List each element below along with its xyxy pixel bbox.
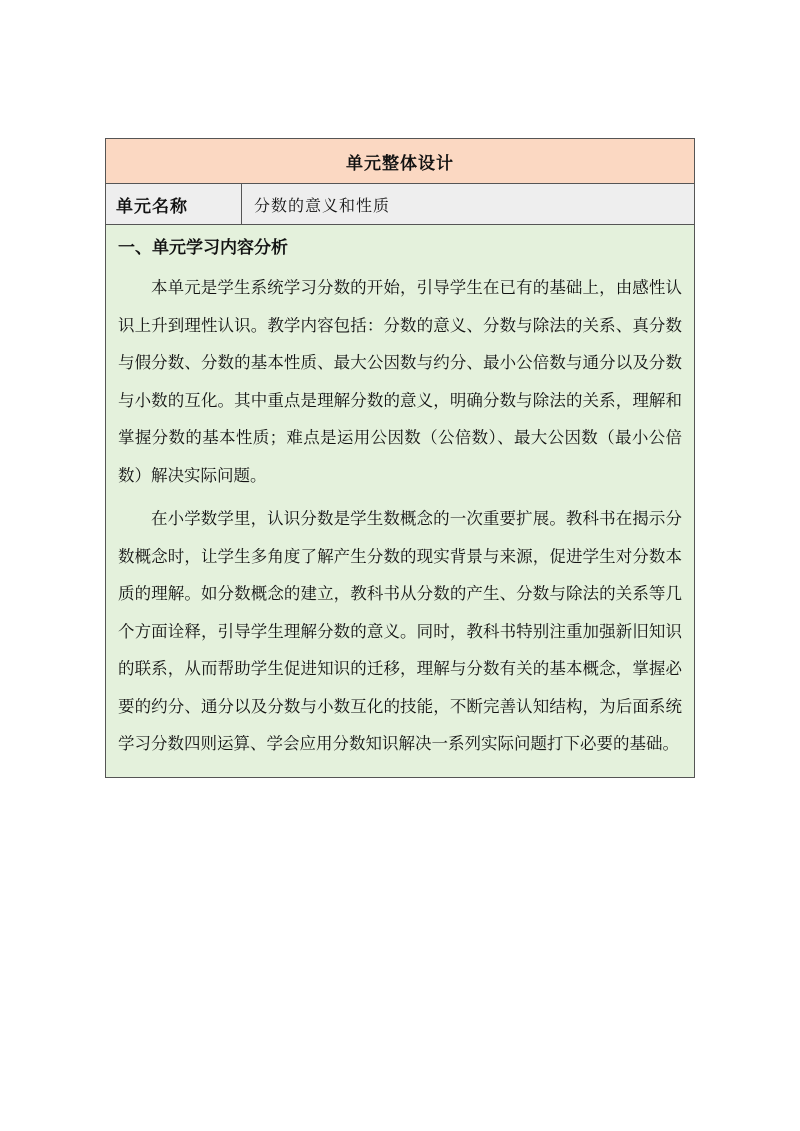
paragraph-2: 在小学数学里，认识分数是学生数概念的一次重要扩展。教科书在揭示分数概念时，让学生多角度了解产生分数的现实背景与来源，促进学生对分数本质的理解。如分数概念的建立，教科书从分数的产生、分数与除法的关系等几个方面诠释，引导学生理解分数的意义。同时，教科书特别注重加强新旧知识的联系，从而帮助学生促进知识的迁移，理解与分数有关的基本概念，掌握必要的约分、通分以及分数与小数互化的技能，不断完善认知结构，为后面系统学习分数四则运算、学会应用分数知识解决一系列实际问题打下必要的基础。 [118, 509, 682, 753]
content-cell [106, 225, 694, 777]
unit-name-label: 单元名称 [106, 184, 242, 224]
section-heading: 一、单元学习内容分析 [118, 238, 288, 258]
paragraph-1: 本单元是学生系统学习分数的开始，引导学生在已有的基础上，由感性认识上升到理性认识。教学内容包括：分数的意义、分数与除法的关系、真分数与假分数、分数的基本性质、最大公因数与约分、最小公倍数与通分以及分数与小数的互化。其中重点是理解分数的意义，明确分数与除法的关系，理解和掌握分数的基本性质；难点是运用公因数（公倍数）、最大公因数（最小公倍数）解决实际问题。 [118, 278, 682, 485]
unit-name-value: 分数的意义和性质 [254, 195, 391, 215]
unit-name-row [106, 184, 694, 225]
table-title: 单元整体设计 [106, 139, 694, 184]
unit-design-table [105, 138, 695, 778]
